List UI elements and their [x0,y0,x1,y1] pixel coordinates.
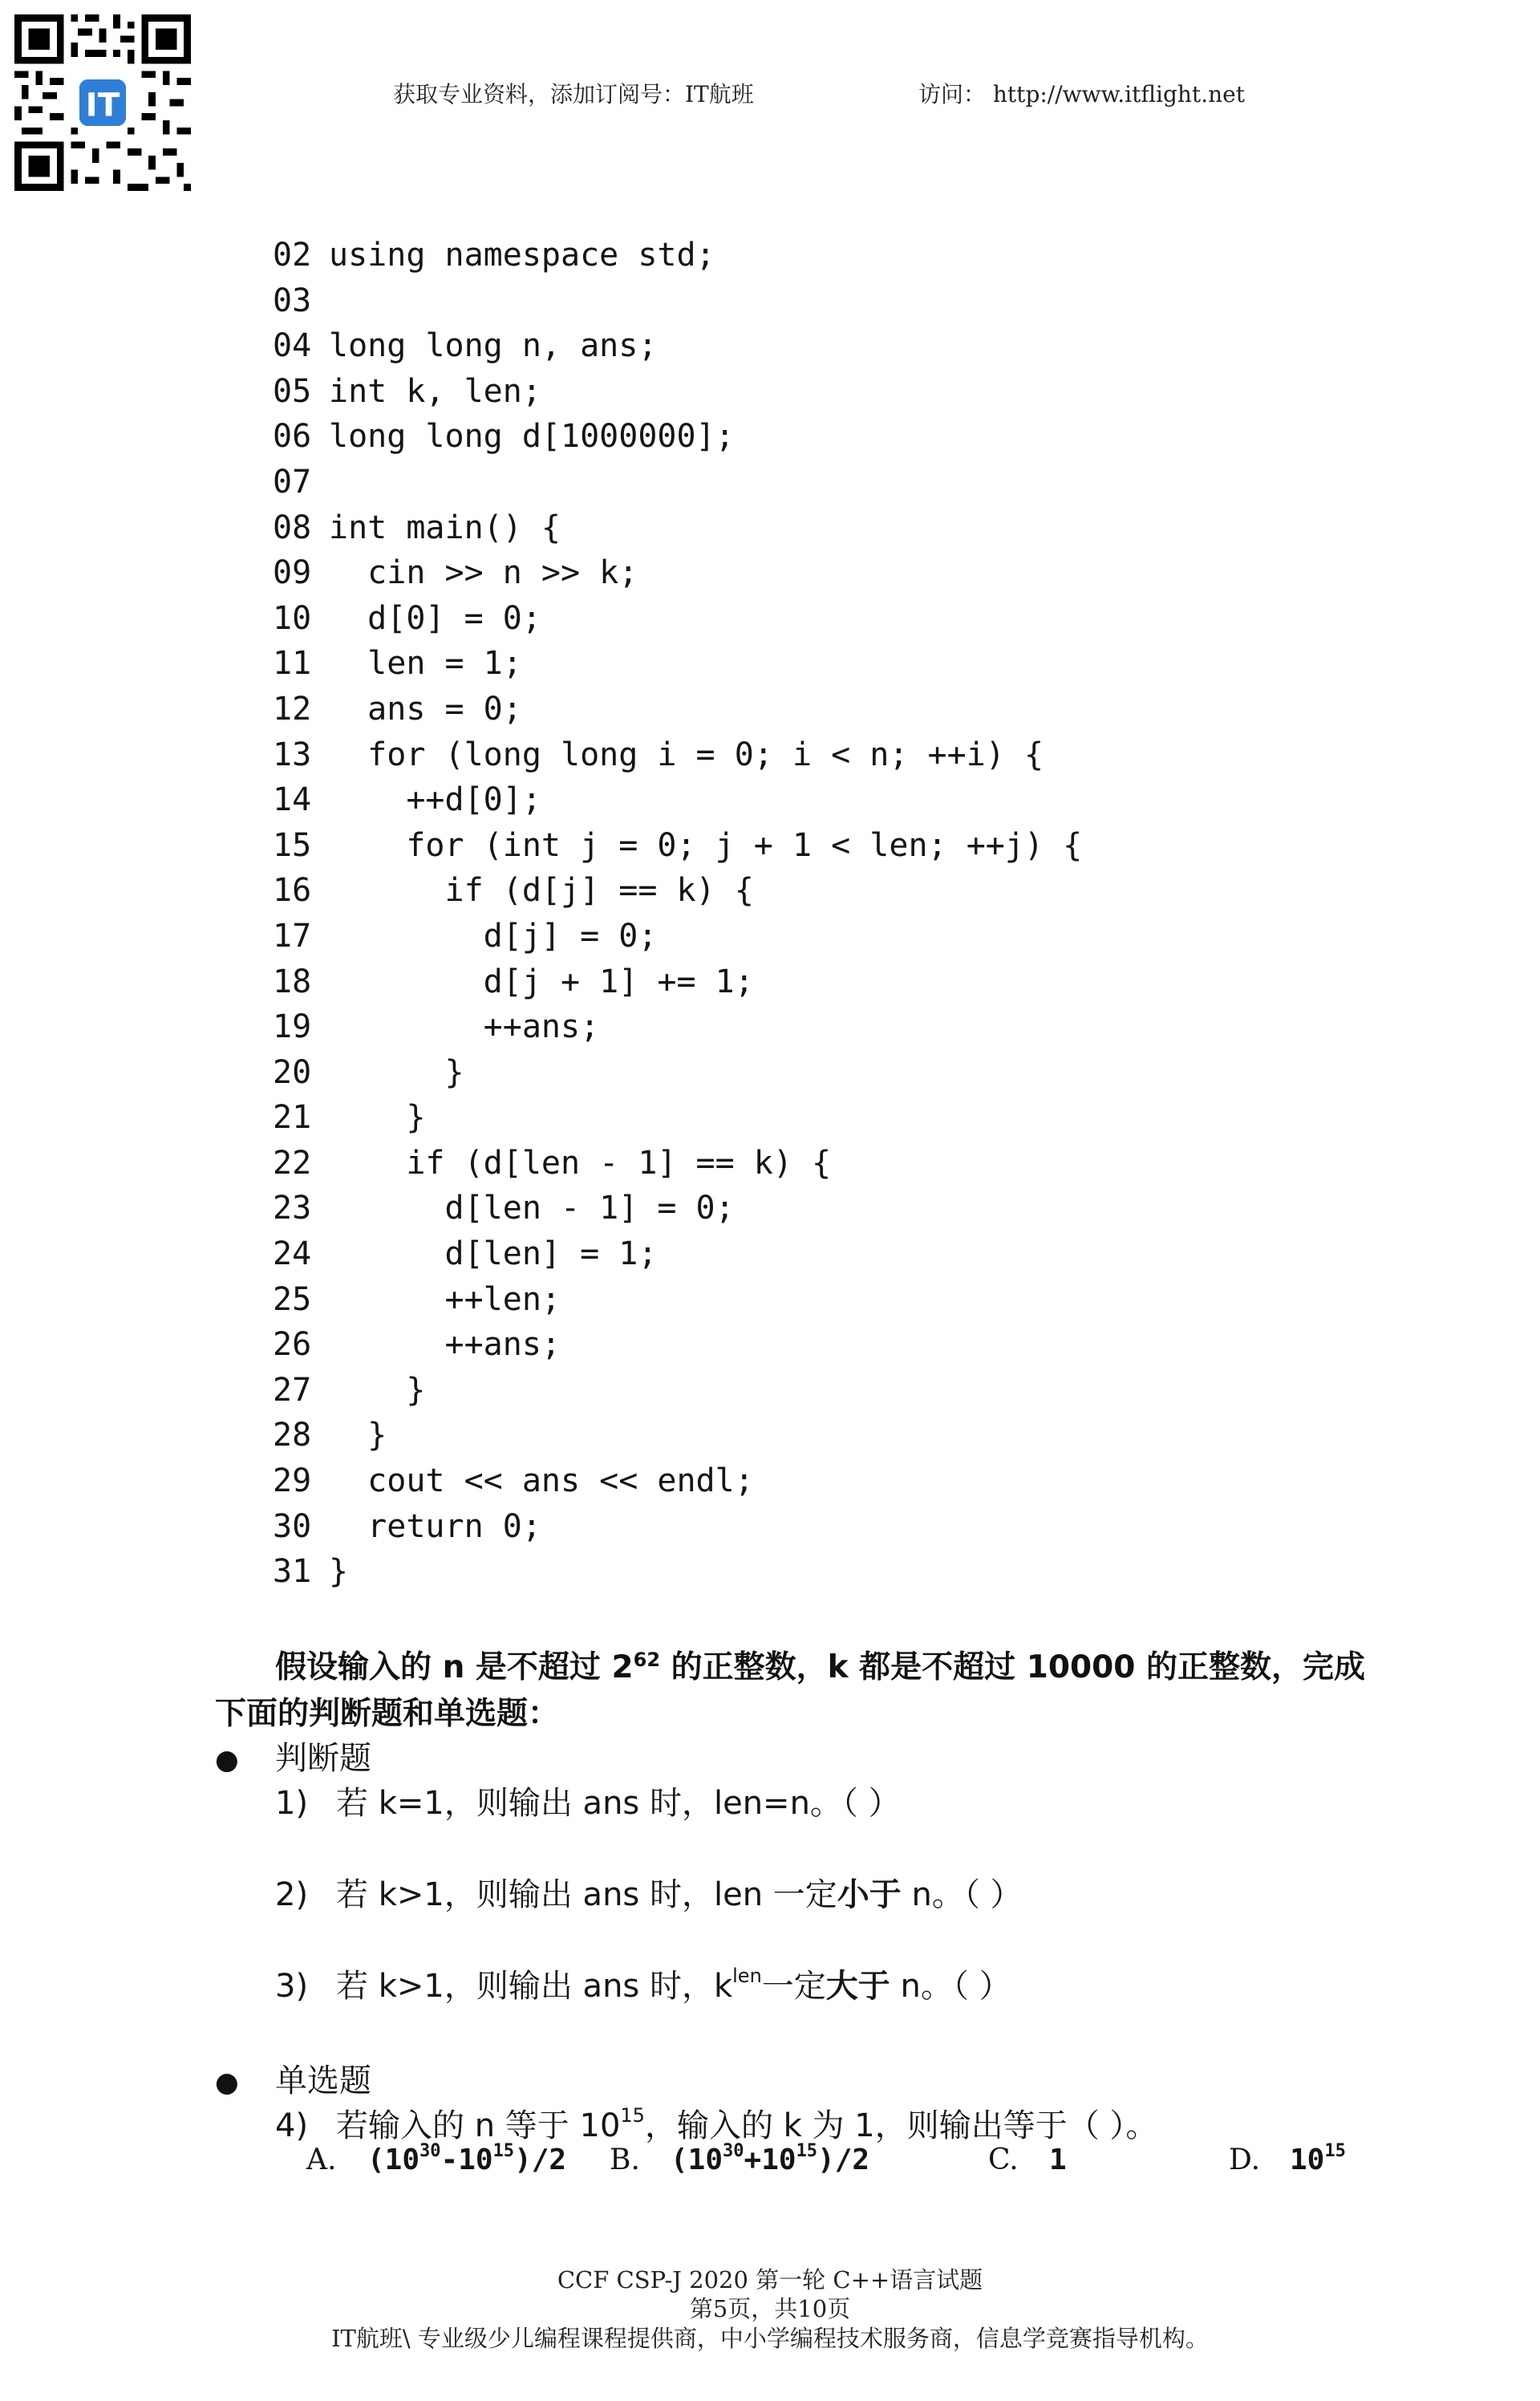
question-3 [275,1961,1011,2006]
code-line [273,505,1082,551]
question-1 [275,1778,901,1823]
question-number: 4) [275,2107,309,2144]
code-text: long long n, ans; [329,327,658,365]
code-text: ++d[0]; [329,781,541,819]
code-text: d[len - 1] = 0; [329,1190,735,1227]
code-text: if (d[len - 1] == k) { [329,1144,832,1182]
option-d [1229,2143,1346,2176]
question-text: 若输入的 n 等于 10 [336,2107,621,2144]
code-line [273,1231,1082,1277]
footer-page-number: 第5页，共10页 [689,2295,851,2322]
code-text: } [329,1371,426,1409]
code-text: for (long long i = 0; i < n; ++i) { [329,736,1044,773]
line-number: 03 [273,282,312,319]
code-line [273,460,1082,505]
code-text: using namespace std; [329,237,715,274]
code-text: } [329,1553,349,1591]
intro-text-part1: 假设输入的 n 是不超过 2 [275,1649,634,1685]
question-2 [275,1869,1023,1915]
section-choice-title: 单选题 [275,2062,371,2099]
code-text: } [329,1099,426,1137]
line-number: 16 [273,872,312,910]
code-text: d[j + 1] += 1; [329,963,754,1000]
code-line [273,1549,1082,1595]
option-value: 1 [1049,2143,1067,2176]
line-number: 25 [273,1280,312,1318]
code-text: cout << ans << endl; [329,1462,754,1500]
code-line [273,369,1082,415]
code-text: } [329,1053,464,1091]
option-value: $10^{15}$ [1290,2141,1346,2176]
code-text: int k, len; [329,372,541,410]
section-judge [215,1733,371,1778]
code-line [273,641,1082,687]
question-text: 若 k>1，则输出 ans 时，k [336,1968,733,2005]
code-line [273,914,1082,959]
code-line [273,1095,1082,1141]
qr-logo-text: IT [85,85,120,124]
code-line [273,414,1082,460]
code-text: long long d[1000000]; [329,418,735,456]
code-text: ans = 0; [329,690,522,728]
question-superscript: len [732,1965,762,1987]
code-line [273,596,1082,642]
question-text-mid: 一定 [761,1968,826,2005]
code-text: d[len] = 1; [329,1235,658,1273]
line-number: 14 [273,781,312,819]
line-number: 23 [273,1190,312,1227]
code-line [273,550,1082,596]
code-line [273,233,1082,278]
qr-code-image [14,14,191,191]
code-line [273,687,1082,732]
code-line [273,1458,1082,1504]
line-number: 12 [273,690,312,728]
code-text: int main() { [329,509,561,546]
section-choice [215,2055,371,2101]
footer-organization: IT航班\ 专业级少儿编程课程提供商，中小学编程技术服务商，信息学竞赛指导机构。 [331,2325,1209,2352]
question-4 [275,2100,1157,2146]
code-text: d[j] = 0; [329,917,658,955]
code-line [273,1004,1082,1050]
intro-text-part2: 的正整数，k 都是不超过 10000 的正整数，完成下面的判断题和单选题： [215,1649,1365,1732]
line-number: 20 [273,1053,312,1091]
line-number: 08 [273,509,312,546]
code-text: len = 1; [329,645,522,683]
option-c [988,2143,1067,2176]
option-value: $(10^{30}-10^{15})/2$ [367,2141,567,2176]
line-number: 17 [273,917,312,955]
code-line [273,868,1082,914]
line-number: 31 [273,1553,312,1591]
line-number: 04 [273,327,312,365]
code-line [273,278,1082,324]
code-line [273,1322,1082,1368]
option-letter: C. [988,2143,1019,2176]
section-judge-title: 判断题 [275,1740,371,1777]
code-text: d[0] = 0; [329,599,541,637]
bullet-icon: ● [215,1744,239,1776]
code-line [273,1368,1082,1413]
code-line [273,732,1082,778]
footer-exam-title: CCF CSP-J 2020 第一轮 C++语言试题 [557,2266,983,2294]
question-text: 若 k=1，则输出 ans 时，len=n。（ ） [336,1785,901,1822]
line-number: 26 [273,1326,312,1364]
code-text: if (d[j] == k) { [329,872,754,910]
line-number: 11 [273,645,312,683]
line-number: 19 [273,1008,312,1046]
code-line [273,323,1082,369]
line-number: 29 [273,1462,312,1500]
code-line [273,1277,1082,1323]
question-emphasis: 大于 [825,1968,890,2005]
option-letter: A. [306,2143,337,2176]
option-letter: D. [1229,2143,1261,2176]
question-number: 3) [275,1968,309,2005]
line-number: 06 [273,418,312,456]
line-number: 10 [273,599,312,637]
line-number: 28 [273,1417,312,1454]
code-text: return 0; [329,1507,541,1545]
code-line [273,1141,1082,1186]
bullet-icon: ● [215,2066,239,2099]
line-number: 24 [273,1235,312,1273]
intro-paragraph [215,1636,1386,1738]
code-text: } [329,1417,387,1454]
code-line [273,959,1082,1005]
line-number: 05 [273,372,312,410]
code-text: cin >> n >> k; [329,554,638,592]
question-text-end: ，输入的 k 为 1，则输出等于（ ）。 [644,2107,1158,2144]
line-number: 30 [273,1507,312,1545]
code-line [273,1050,1082,1096]
code-line [273,823,1082,869]
line-number: 15 [273,826,312,864]
question-superscript: 15 [620,2104,645,2127]
line-number: 22 [273,1144,312,1182]
code-text: ++ans; [329,1326,561,1364]
code-block [273,233,1082,1595]
line-number: 21 [273,1099,312,1137]
question-number: 2) [275,1876,309,1913]
code-line [273,1186,1082,1231]
option-b [610,2143,869,2176]
code-line [273,1504,1082,1550]
code-text: for (int j = 0; j + 1 < len; ++j) { [329,826,1083,864]
option-a [306,2143,566,2176]
question-text-end: n。（ ） [890,1968,1011,2005]
header-subscribe-text: 获取专业资料，添加订阅号：IT航班 [393,81,754,107]
line-number: 07 [273,463,312,501]
code-text: ++ans; [329,1008,600,1046]
question-emphasis: 小于 [837,1876,902,1913]
question-text: 若 k>1，则输出 ans 时，len 一定 [336,1876,837,1913]
line-number: 02 [273,237,312,274]
question-number: 1) [275,1785,309,1822]
line-number: 27 [273,1371,312,1409]
option-value: $(10^{30}+10^{15})/2$ [671,2141,870,2176]
code-line [273,1413,1082,1458]
line-number: 13 [273,736,312,773]
line-number: 18 [273,963,312,1000]
question-text-end: n。（ ） [901,1876,1023,1913]
header-website-text: 访问： http://www.itflight.net [918,81,1245,107]
line-number: 09 [273,554,312,592]
intro-superscript: 62 [633,1649,661,1671]
code-text: ++len; [329,1280,561,1318]
code-line [273,777,1082,823]
option-letter: B. [610,2143,640,2176]
